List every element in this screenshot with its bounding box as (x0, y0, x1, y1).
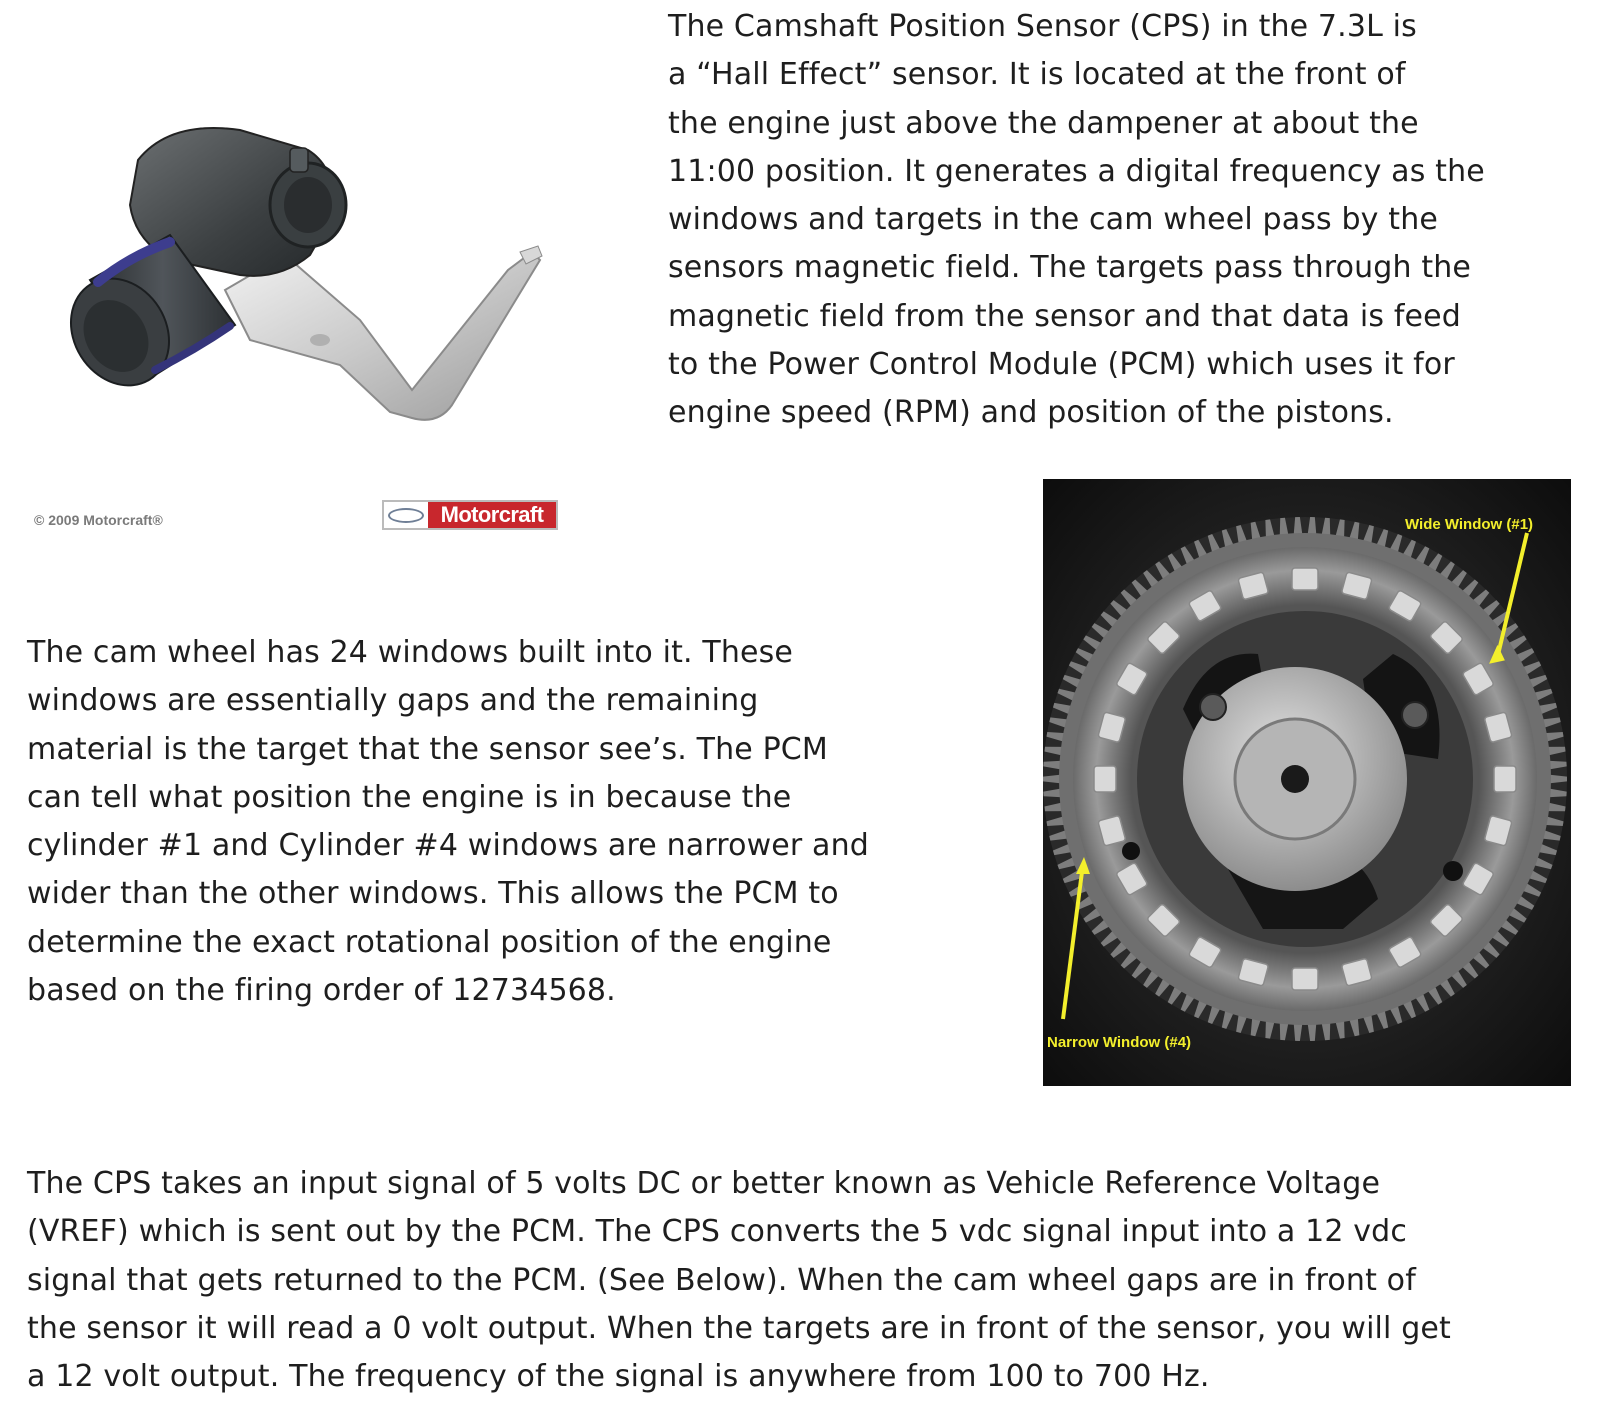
narrow-window-label: Narrow Window (#4) (1047, 1034, 1192, 1051)
cam-window (1292, 968, 1318, 990)
text-line: a 12 volt output. The frequency of the signal is anywhere from 100 to 700 Hz. (27, 1359, 1210, 1395)
text-line: determine the exact rotational position of the engine (27, 924, 832, 960)
text-line: cylinder #1 and Cylinder #4 windows are narrower and (27, 828, 869, 864)
text-line: sensors magnetic field. The targets pass through the (668, 250, 1472, 286)
cam-wheel-illustration (1043, 479, 1571, 1086)
signal-paragraph (27, 1160, 1451, 1401)
motorcraft-logo (382, 500, 558, 530)
ford-oval-icon (388, 508, 424, 523)
text-line: windows and targets in the cam wheel pass by the (668, 202, 1438, 238)
sensor-product-image (20, 20, 580, 540)
cam-window (1292, 568, 1318, 590)
cam-wheel-paragraph (27, 629, 869, 1015)
text-line: signal that gets returned to the PCM. (See Below). When the cam wheel gaps are in front of (27, 1262, 1416, 1298)
text-line: The cam wheel has 24 windows built into it. These (27, 635, 793, 670)
text-line: windows are essentially gaps and the remaining (27, 683, 759, 719)
copyright-caption: © 2009 Motorcraft® (34, 512, 163, 528)
text-line: a “Hall Effect” sensor. It is located at the front of (668, 57, 1406, 93)
cam-wheel-photo (1043, 479, 1571, 1086)
text-line: engine speed (RPM) and position of the pistons. (668, 395, 1394, 431)
camshaft-sensor-illustration (20, 20, 580, 500)
intro-paragraph (668, 3, 1485, 438)
text-line: can tell what position the engine is in because the (27, 779, 792, 815)
text-line: material is the target that the sensor see’s. The PCM (27, 731, 828, 767)
text-line: to the Power Control Module (PCM) which uses it for (668, 347, 1455, 383)
text-line: (VREF) which is sent out by the PCM. The CPS converts the 5 vdc signal input into a 12 vdc (27, 1214, 1408, 1250)
text-line: the engine just above the dampener at about the (668, 105, 1419, 141)
cam-window (1094, 766, 1116, 792)
text-line: based on the firing order of 12734568. (27, 973, 616, 1009)
text-line: The CPS takes an input signal of 5 volts DC or better known as Vehicle Reference Voltage (27, 1166, 1381, 1201)
text-line: The Camshaft Position Sensor (CPS) in the 7.3L is (668, 9, 1417, 44)
wide-window-label: Wide Window (#1) (1405, 516, 1534, 533)
text-line: wider than the other windows. This allows the PCM to (27, 876, 839, 912)
brand-wordmark: Motorcraft (428, 502, 556, 528)
text-line: 11:00 position. It generates a digital frequency as the (668, 153, 1485, 189)
text-line: magnetic field from the sensor and that data is feed (668, 298, 1461, 334)
cam-window (1494, 766, 1516, 792)
text-line: the sensor it will read a 0 volt output. When the targets are in front of the sensor, you will get (27, 1310, 1451, 1346)
